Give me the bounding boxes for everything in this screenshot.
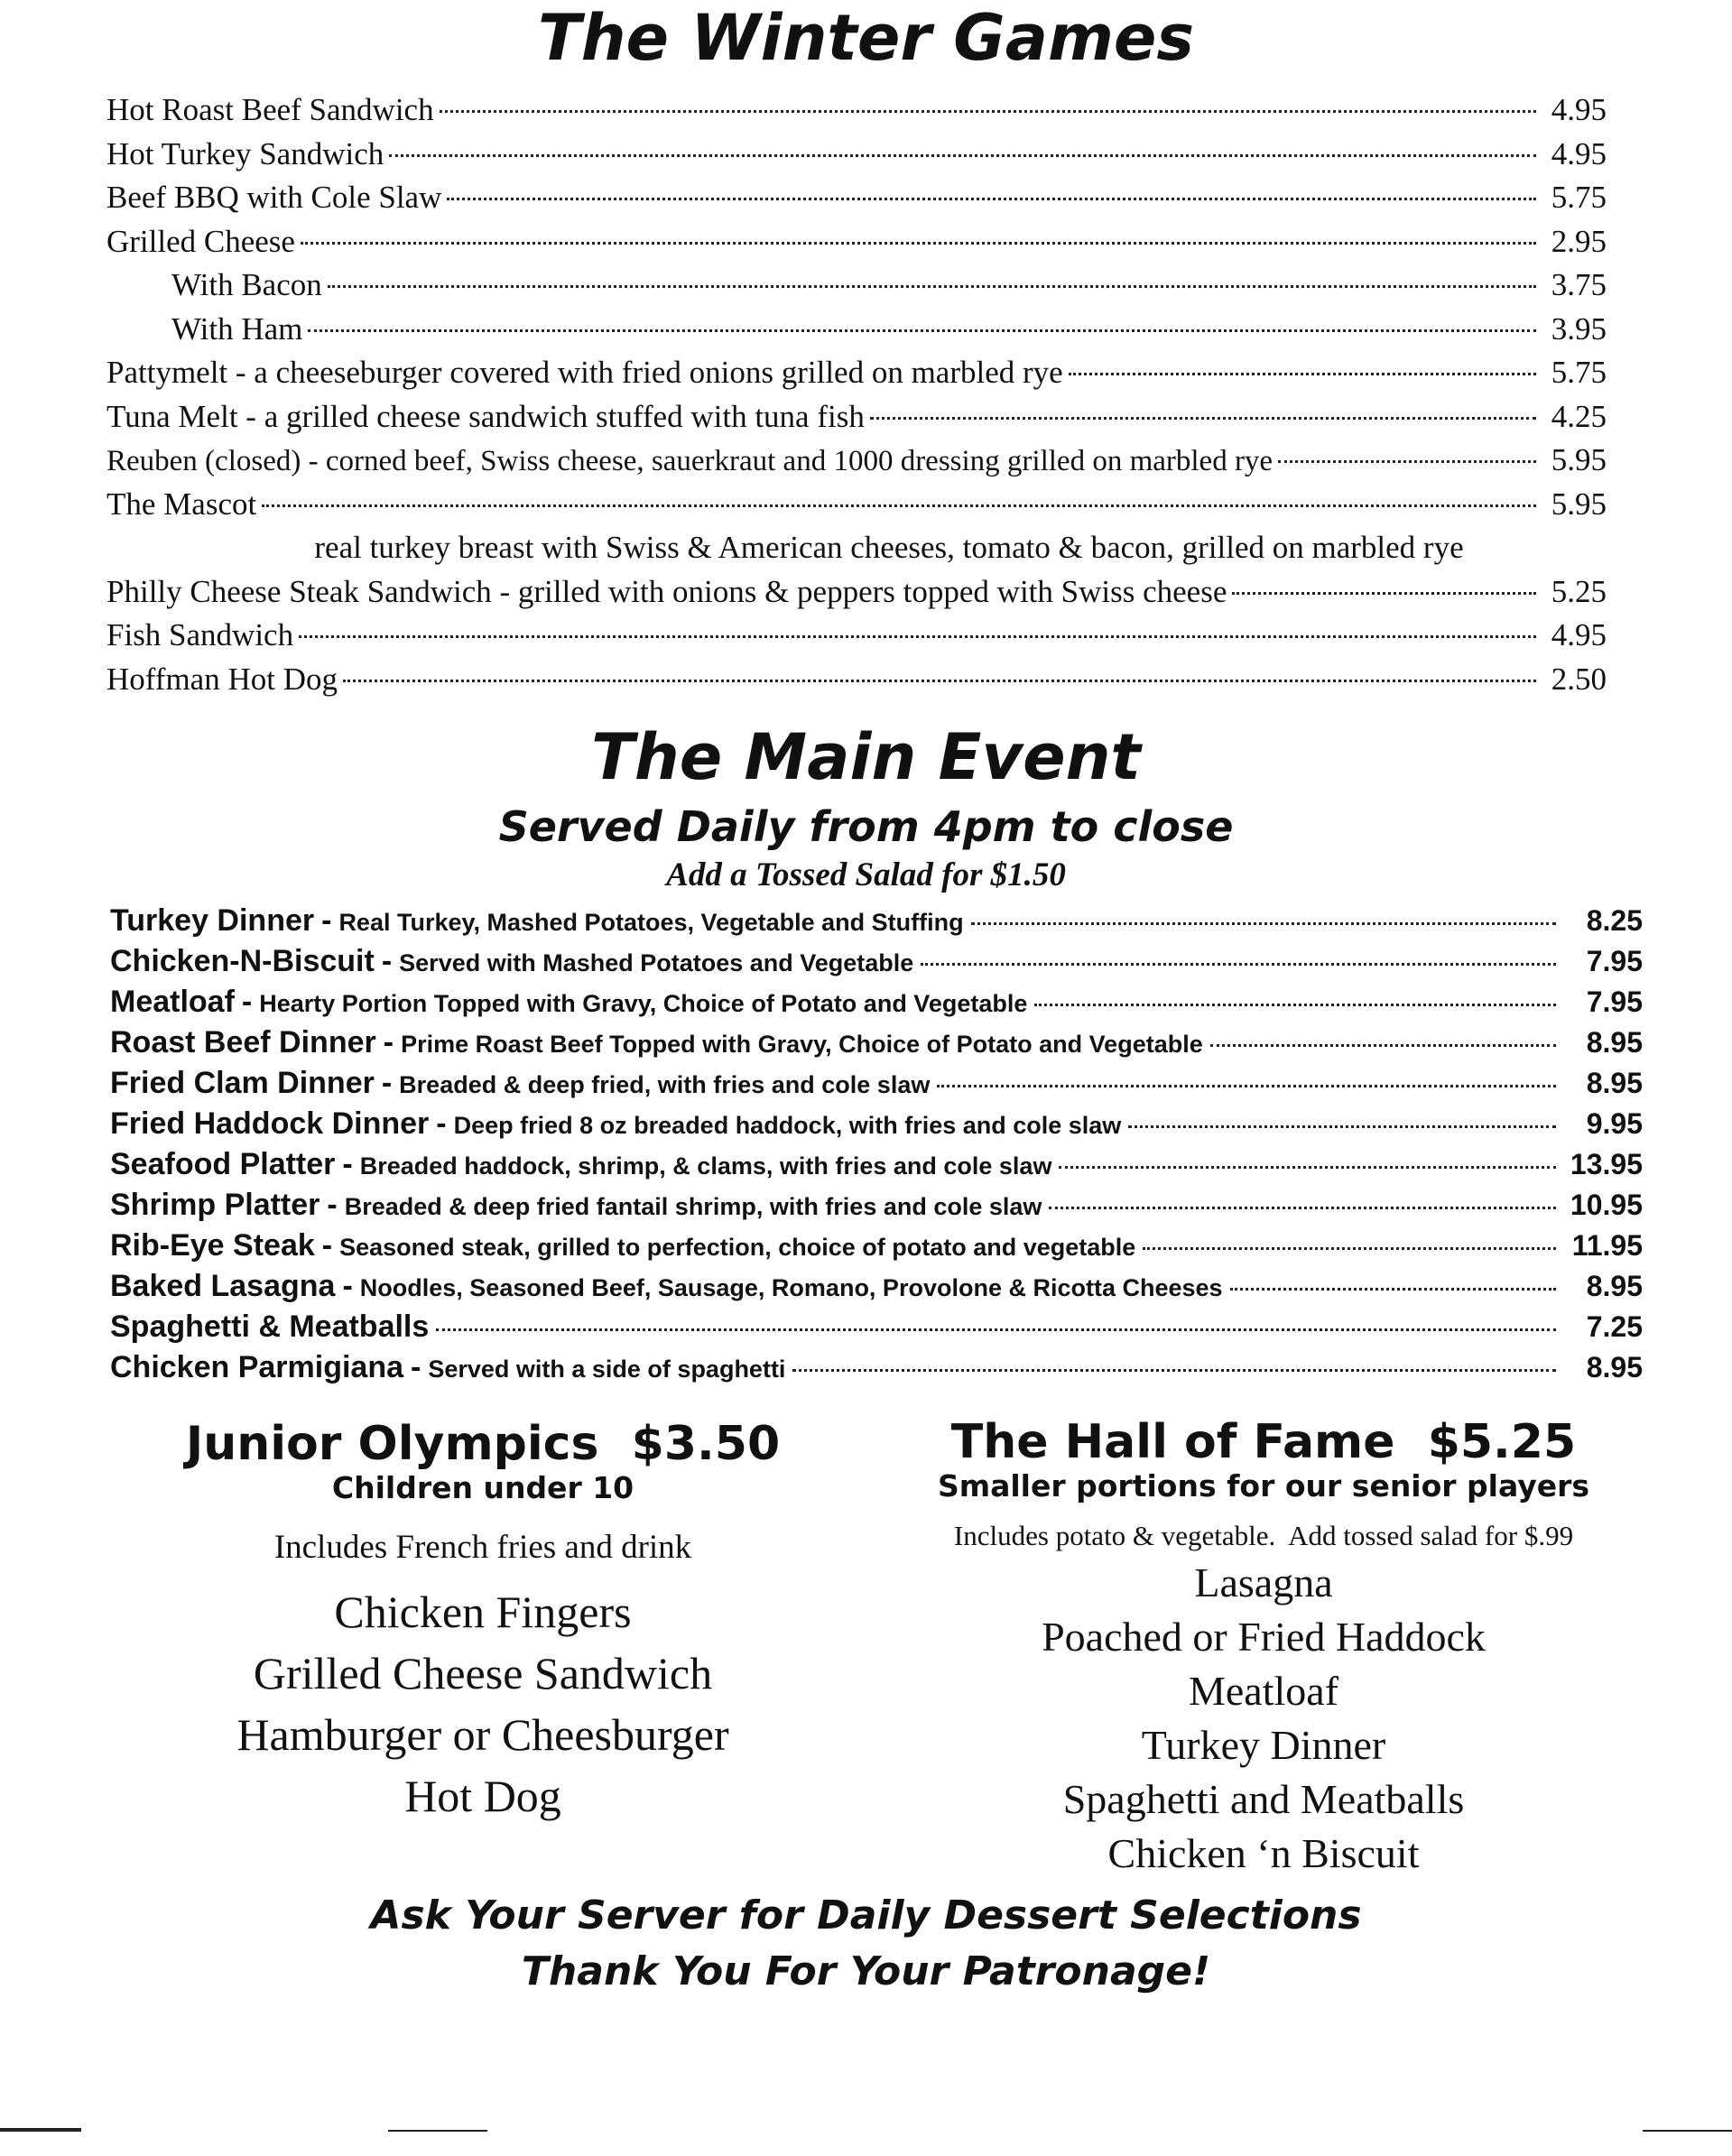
separator: - [381, 944, 393, 978]
item-price: 5.25 [1551, 573, 1607, 609]
footer [0, 1888, 1732, 2000]
dot-leader [971, 922, 1556, 925]
item-name: Baked Lasagna [110, 1269, 336, 1303]
hall-of-fame-section [866, 1415, 1661, 1881]
item-price: 3.75 [1551, 267, 1607, 302]
dot-leader [299, 635, 1536, 638]
list-item: Grilled Cheese Sandwich [253, 1648, 713, 1698]
item-price: 7.95 [1586, 945, 1643, 977]
dot-leader [389, 154, 1536, 157]
list-item: Hot Dog [404, 1771, 561, 1821]
list-item [110, 982, 1643, 1022]
item-name: Reuben (closed) - corned beef, Swiss cheese, sauerkraut and 1000 dressing grilled on marbled rye [107, 445, 1274, 477]
item-price: 4.95 [1551, 92, 1607, 127]
item-price: 4.95 [1551, 135, 1607, 171]
item-name: Grilled Cheese [107, 223, 295, 259]
item-description: Breaded & deep fried fantail shrimp, with fries and cole slaw [344, 1193, 1042, 1220]
separator: - [321, 1228, 333, 1263]
item-price: 2.95 [1551, 223, 1607, 259]
item-name: Meatloaf [110, 985, 235, 1019]
winter-games-title: The Winter Games [537, 1, 1195, 75]
item-price: 8.95 [1586, 1026, 1643, 1059]
item-description: Breaded & deep fried, with fries and cole slaw [399, 1071, 931, 1098]
list-item [107, 176, 1607, 220]
list-item [107, 614, 1607, 658]
main-event-list [110, 901, 1643, 1388]
item-price: 9.95 [1586, 1107, 1643, 1140]
item-description: Breaded haddock, shrimp, & clams, with fries and cole slaw [359, 1152, 1052, 1180]
list-item [107, 570, 1607, 615]
item-name: Fried Clam Dinner [110, 1066, 375, 1100]
dot-leader [328, 285, 1536, 288]
mascot-description: real turkey breast with Swiss & American cheeses, tomato & bacon, grilled on marbled rye [314, 530, 1464, 565]
item-name: Roast Beef Dinner [110, 1025, 376, 1059]
separator: - [381, 1066, 393, 1100]
list-item [110, 1063, 1643, 1104]
list-item: Poached or Fried Haddock [1042, 1614, 1486, 1660]
footer-thanks-line: Thank You For Your Patronage! [521, 1948, 1211, 1994]
separator: - [327, 1188, 338, 1222]
item-price: 7.25 [1586, 1310, 1643, 1343]
dot-leader [792, 1369, 1556, 1372]
main-event-subtitle: Served Daily from 4pm to close [498, 802, 1234, 851]
item-price: 8.95 [1586, 1067, 1643, 1099]
item-description: Served with Mashed Potatoes and Vegetable [399, 949, 914, 976]
item-name: Hot Turkey Sandwich [107, 135, 384, 171]
item-price: 5.75 [1551, 355, 1607, 390]
scan-mark [1643, 2130, 1732, 2132]
item-name: Tuna Melt - a grilled cheese sandwich stuffed with tuna fish [107, 398, 865, 434]
separator: - [321, 903, 332, 938]
list-item [110, 1185, 1643, 1226]
dot-leader [1049, 1207, 1556, 1209]
dot-leader [440, 110, 1536, 113]
hall-of-fame-list [866, 1556, 1661, 1881]
item-price: 8.95 [1586, 1270, 1643, 1302]
main-event-title: The Main Event [591, 720, 1141, 794]
item-name: Chicken-N-Biscuit [110, 944, 375, 978]
list-item: Hamburger or Cheesburger [236, 1709, 729, 1760]
item-price: 2.50 [1551, 661, 1607, 697]
item-price: 7.95 [1586, 985, 1643, 1018]
item-name: Hoffman Hot Dog [107, 661, 338, 697]
item-description [107, 526, 1607, 570]
scan-mark [0, 2128, 81, 2132]
item-description: Noodles, Seasoned Beef, Sausage, Romano, Provolone & Ricotta Cheeses [359, 1274, 1223, 1301]
junior-olympics-title: Junior Olympics $3.50 [185, 1417, 781, 1471]
item-description: Served with a side of spaghetti [428, 1356, 786, 1383]
separator: - [342, 1269, 353, 1303]
separator: - [241, 985, 253, 1019]
dot-leader [1059, 1166, 1556, 1169]
list-item: Meatloaf [1188, 1668, 1339, 1714]
list-item [110, 1347, 1643, 1388]
scan-mark [388, 2130, 487, 2132]
list-item [107, 483, 1607, 527]
separator: - [436, 1106, 447, 1141]
dot-leader [1069, 373, 1536, 375]
list-item: Turkey Dinner [1141, 1722, 1386, 1768]
item-price: 5.95 [1551, 442, 1607, 477]
item-name: Beef BBQ with Cole Slaw [107, 180, 442, 215]
hall-of-fame-title: The Hall of Fame $5.25 [950, 1415, 1577, 1469]
winter-games-list [107, 88, 1607, 701]
item-name: With Bacon [171, 267, 322, 302]
dot-leader [1232, 592, 1536, 595]
item-name: Turkey Dinner [110, 903, 315, 938]
item-price: 10.95 [1570, 1189, 1643, 1221]
item-price: 3.95 [1551, 310, 1607, 347]
list-item [107, 220, 1607, 264]
dot-leader [921, 963, 1556, 966]
item-price: 4.25 [1551, 398, 1607, 434]
hall-of-fame-note: Includes potato & vegetable. Add tossed salad for $.99 [953, 1520, 1574, 1551]
junior-olympics-subtitle: Children under 10 [331, 1470, 634, 1505]
list-item [107, 308, 1607, 352]
list-item: Chicken Fingers [334, 1587, 632, 1637]
list-item [110, 1266, 1643, 1307]
list-item [107, 88, 1607, 133]
separator: - [411, 1350, 421, 1384]
item-description: Real Turkey, Mashed Potatoes, Vegetable and Stuffing [338, 909, 964, 936]
list-item [110, 1307, 1643, 1347]
separator: - [342, 1147, 353, 1181]
dot-leader [1278, 460, 1536, 463]
dot-leader [1210, 1044, 1556, 1047]
item-price: 8.95 [1586, 1351, 1643, 1383]
list-item [107, 133, 1607, 177]
item-description: Deep fried 8 oz breaded haddock, with fries and cole slaw [453, 1112, 1122, 1139]
dot-leader [1230, 1288, 1556, 1291]
item-description: Seasoned steak, grilled to perfection, choice of potato and vegetable [339, 1234, 1136, 1261]
dot-leader [1034, 1004, 1556, 1006]
item-name: Rib-Eye Steak [110, 1228, 315, 1263]
junior-olympics-list [135, 1581, 830, 1827]
list-item [107, 264, 1607, 308]
item-price: 13.95 [1570, 1148, 1643, 1180]
item-name: Fried Haddock Dinner [110, 1106, 430, 1141]
item-description: Hearty Portion Topped with Gravy, Choice of Potato and Vegetable [259, 990, 1028, 1017]
list-item [107, 351, 1607, 395]
dot-leader [301, 242, 1536, 245]
list-item: Spaghetti and Meatballs [1062, 1776, 1465, 1822]
item-name: Seafood Platter [110, 1147, 336, 1181]
list-item: Chicken ‘n Biscuit [1107, 1830, 1420, 1876]
list-item [107, 658, 1607, 702]
dot-leader [436, 1328, 1556, 1331]
dot-leader [308, 329, 1536, 332]
item-name: The Mascot [107, 486, 257, 522]
item-description: Prime Roast Beef Topped with Gravy, Choice of Potato and Vegetable [401, 1031, 1203, 1058]
item-price: 11.95 [1571, 1229, 1643, 1262]
footer-dessert-line: Ask Your Server for Daily Dessert Selections [370, 1892, 1362, 1939]
dot-leader [262, 504, 1536, 507]
item-price: 8.25 [1586, 904, 1643, 937]
dot-leader [343, 680, 1536, 682]
item-price: 5.95 [1551, 486, 1607, 522]
list-item [110, 1144, 1643, 1185]
dot-leader [870, 417, 1536, 420]
list-item [107, 439, 1607, 483]
list-item [110, 1226, 1643, 1266]
list-item [110, 1104, 1643, 1144]
item-name: Shrimp Platter [110, 1188, 320, 1222]
junior-olympics-note: Includes French fries and drink [273, 1529, 692, 1566]
separator: - [383, 1025, 394, 1059]
junior-olympics-section [135, 1417, 830, 1827]
item-name: With Ham [171, 310, 303, 347]
item-price: 4.95 [1551, 617, 1607, 652]
item-name: Hot Roast Beef Sandwich [107, 92, 434, 127]
dot-leader [937, 1085, 1556, 1087]
list-item [110, 1022, 1643, 1063]
item-name: Pattymelt - a cheeseburger covered with fried onions grilled on marbled rye [107, 355, 1063, 390]
item-price: 5.75 [1551, 180, 1607, 215]
item-name: Fish Sandwich [107, 617, 294, 652]
list-item [110, 941, 1643, 982]
dot-leader [447, 198, 1536, 200]
dot-leader [1128, 1125, 1556, 1128]
hall-of-fame-subtitle: Smaller portions for our senior players [937, 1468, 1590, 1504]
dot-leader [1143, 1247, 1556, 1250]
item-name: Philly Cheese Steak Sandwich - grilled with onions & peppers topped with Swiss cheese [107, 573, 1227, 609]
item-name: Spaghetti & Meatballs [110, 1309, 430, 1344]
item-name: Chicken Parmigiana [110, 1350, 404, 1384]
list-item [110, 901, 1643, 941]
main-event-note: Add a Tossed Salad for $1.50 [666, 856, 1066, 893]
list-item [107, 395, 1607, 440]
list-item: Lasagna [1194, 1559, 1333, 1605]
